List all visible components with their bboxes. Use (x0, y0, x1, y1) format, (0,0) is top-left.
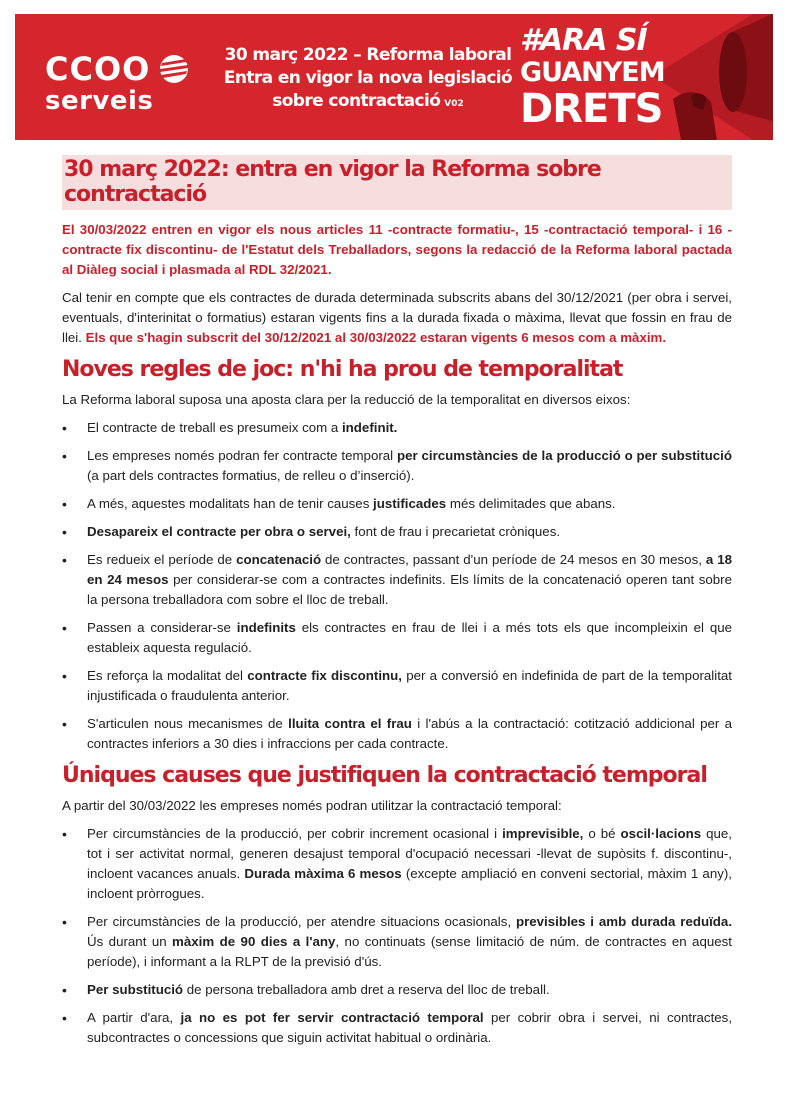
list-item (62, 824, 732, 904)
text: i l'abús a la contractació: cotització addicional per a contractes inferiors a 30 dies i infraccions per cada contracte. (87, 716, 732, 751)
text-bold: oscil·lacions (620, 826, 702, 841)
text: per a conversió en indefinida de part de la temporalitat injustificada o fraudulenta anterior. (87, 668, 732, 703)
section2-intro: La Reforma laboral suposa una aposta clara per la reducció de la temporalitat en diversos eixos: (62, 392, 631, 407)
section2-heading: Noves regles de joc: n'hi ha prou de temporalitat (62, 357, 623, 382)
list-item (62, 666, 732, 706)
banner-title-line: sobre contractació (272, 91, 441, 111)
list-item (62, 522, 732, 542)
text-bold: contracte fix discontinu, (247, 668, 402, 683)
text-bold: Desapareix el contracte per obra o servei, (87, 524, 351, 539)
section2-list (62, 418, 732, 754)
text: Les empreses només podran fer contracte temporal (87, 448, 397, 463)
logo-serveis-text: serveis (45, 86, 154, 116)
banner-title-line: 30 març 2022 – Reforma laboral (224, 45, 512, 65)
text: Per circumstàncies de la producció, per atendre situacions ocasionals, (87, 914, 516, 929)
section1-paragraph-text: Cal tenir en compte que els contractes de durada determinada subscrits abans del 30/12/2021 (per obra i servei, eventuals, d'interinitat o formatius) estaran vigents fins a la durada fixada o màxima, llevat que fossin en frau de llei. (62, 290, 732, 345)
banner-title (223, 44, 513, 116)
list-item (62, 714, 732, 754)
section1-paragraph-highlight: Els que s'hagin subscrit del 30/12/2021 al 30/03/2022 estaran vigents 6 mesos com a màxim. (85, 330, 667, 345)
logo-ccoo-text: CCOO (45, 50, 151, 88)
text-bold: concatenació (236, 552, 322, 567)
header-banner (15, 14, 773, 140)
text: A partir d'ara, (87, 1010, 181, 1025)
list-item (62, 1008, 732, 1048)
logo-stripes-icon (157, 54, 191, 84)
text: Es reforça la modalitat del (87, 668, 248, 683)
text: per cobrir obra i servei, ni contractes, subcontractes o concessions que siguin activitat habitual o ordinària. (87, 1010, 733, 1045)
banner-title-line: Entra en vigor la nova legislació (223, 68, 513, 88)
text: que, tot i ser activitat normal, generen desajust temporal d'ocupació necessari -llevat de supòsits f. discontinu-, incloent vacances anuals. (87, 826, 732, 881)
slogan-line: GUANYEM (520, 57, 665, 88)
text: S'articulen nous mecanismes de (87, 716, 289, 731)
list-item (62, 618, 732, 658)
text: o bé (583, 826, 621, 841)
text: font de frau i precarietat cròniques. (350, 524, 561, 539)
text-bold: indefinit. (341, 420, 398, 435)
text: Passen a considerar-se (87, 620, 237, 635)
text: Es redueix el període de (87, 552, 237, 567)
text-bold: lluita contra el frau (288, 716, 412, 731)
text-bold: indefinits (236, 620, 296, 635)
text-bold: justificades (373, 496, 447, 511)
text-bold: màxim de 90 dies a l'any (172, 934, 336, 949)
section1-intro: El 30/03/2022 entren en vigor els nous articles 11 -contracte formatiu-, 15 -contractació temporal- i 16 -contracte fix discontinu- de l'Estatut dels Treballadors, segons la redacció de la Reforma laboral pactada al Diàleg social i plasmada al RDL 32/2021. (62, 222, 732, 277)
text: Ús durant un (87, 934, 173, 949)
text: Per circumstàncies de la producció, per cobrir increment ocasional i (87, 826, 503, 841)
list-item (62, 550, 732, 610)
text-bold: Durada màxima 6 mesos (244, 866, 402, 881)
text: més delimitades que abans. (446, 496, 616, 511)
text: de contractes, passant d'un període de 24 mesos en 30 mesos, (321, 552, 706, 567)
text: A més, aquestes modalitats han de tenir causes (87, 496, 374, 511)
text: els contractes en frau de llei i a més tots els que incompleixin el que estableix aquesta regulació. (87, 620, 733, 655)
section1-paragraph (62, 288, 732, 348)
ccoo-logo (45, 50, 195, 126)
section1-heading: 30 març 2022: entra en vigor la Reforma sobre contractació (62, 155, 732, 210)
text: El contracte de treball es presumeix com a (87, 420, 342, 435)
text-bold: Per substitució (87, 982, 184, 997)
slogan (520, 24, 665, 130)
list-item (62, 980, 732, 1000)
section3-intro: A partir del 30/03/2022 les empreses només podran utilitzar la contractació temporal: (62, 798, 562, 813)
section3-list (62, 824, 732, 1048)
slogan-line: DRETS (520, 86, 663, 132)
list-item (62, 446, 732, 486)
section3-heading: Úniques causes que justifiquen la contractació temporal (62, 763, 707, 788)
text-bold: a 18 en 24 mesos (87, 552, 732, 587)
text: per considerar-se com a contractes indefinits. Els límits de la concatenació operen tant sobre la persona treballadora com sobre el lloc de treball. (87, 572, 732, 607)
text-bold: previsibles i amb durada reduïda. (515, 914, 733, 929)
text-bold: per circumstàncies de la producció o per substitució (396, 448, 732, 463)
text: de persona treballadora amb dret a reserva del lloc de treball. (183, 982, 550, 997)
document-body (62, 155, 732, 1056)
text: (excepte ampliació en conveni sectorial, màxim 1 any), incloent pròrrogues. (87, 866, 732, 901)
list-item (62, 912, 732, 972)
text: , no continuats (sense limitació de núm. de contractes en aquest període), i informant a la RLPT de la previsió d'ús. (87, 934, 732, 969)
list-item (62, 418, 732, 438)
list-item (62, 494, 732, 514)
text-bold: ja no es pot fer servir contractació temporal (180, 1010, 484, 1025)
slogan-line: #ARA SÍ (520, 23, 647, 58)
text-bold: imprevisible, (502, 826, 584, 841)
text: (a part dels contractes formatius, de relleu o d’inserció). (87, 468, 415, 483)
version-label: V02 (444, 99, 464, 109)
